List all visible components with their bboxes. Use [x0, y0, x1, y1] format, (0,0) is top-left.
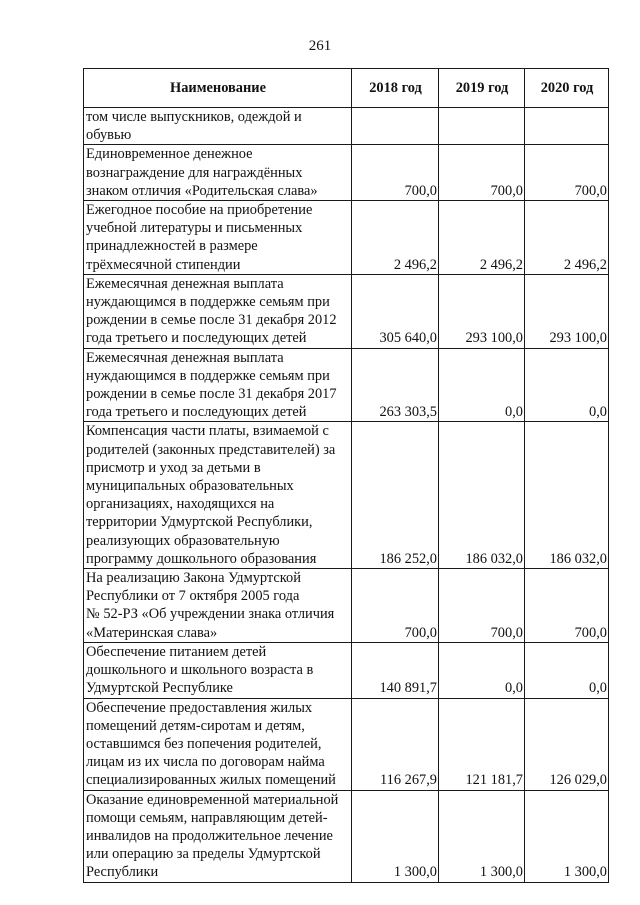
value-2018: 305 640,0 [352, 274, 439, 348]
table-row [84, 145, 609, 201]
table-header-row [84, 69, 609, 108]
row-name-line: знаком отличия «Родительская слава» [86, 182, 318, 199]
value-2019: 186 032,0 [439, 422, 525, 569]
row-name-line: реализующих образовательную [86, 532, 280, 549]
row-name-line: нуждающимся в поддержке семьям при [86, 294, 330, 311]
table-row [84, 642, 609, 698]
table-row [84, 422, 609, 569]
row-name-line: Удмуртской Республике [86, 680, 233, 697]
row-name-line: Обеспечение питанием детей [86, 643, 267, 660]
table-row [84, 790, 609, 882]
table-row [84, 274, 609, 348]
row-name-cell [84, 145, 352, 201]
row-name-line: Ежемесячная денежная выплата [86, 349, 284, 366]
row-name-line: трёхмесячной стипендии [86, 256, 241, 273]
value-2019: 700,0 [439, 569, 525, 643]
row-name-cell [84, 422, 352, 569]
row-name-line: рождении в семье после 31 декабря 2017 [86, 386, 337, 403]
row-name-line: Республики от 7 октября 2005 года [86, 588, 300, 605]
value-2020: 293 100,0 [525, 274, 609, 348]
header-2019: 2019 год [439, 69, 525, 108]
value-2020: 186 032,0 [525, 422, 609, 569]
page-number: 261 [308, 38, 332, 54]
value-2019: 0,0 [439, 642, 525, 698]
value-2020: 2 496,2 [525, 201, 609, 275]
row-name-line: принадлежностей в размере [86, 238, 258, 255]
row-name-cell [84, 348, 352, 422]
value-2018: 1 300,0 [352, 790, 439, 882]
value-2019: 293 100,0 [439, 274, 525, 348]
value-2018 [352, 108, 439, 145]
row-name-cell [84, 642, 352, 698]
row-name-line: родителей (законных представителей) за [86, 441, 336, 458]
row-name-cell [84, 274, 352, 348]
row-name-line: специализированных жилых помещений [86, 772, 336, 789]
row-name-line: Компенсация части платы, взимаемой с [86, 423, 329, 440]
value-2018: 263 303,5 [352, 348, 439, 422]
row-name-line: нуждающимся в поддержке семьям при [86, 367, 330, 384]
value-2020: 700,0 [525, 569, 609, 643]
table-row [84, 108, 609, 145]
value-2020: 0,0 [525, 348, 609, 422]
value-2019 [439, 108, 525, 145]
value-2019: 121 181,7 [439, 698, 525, 790]
value-2020 [525, 108, 609, 145]
row-name-line: «Материнская слава» [86, 624, 218, 641]
value-2018: 116 267,9 [352, 698, 439, 790]
value-2020: 700,0 [525, 145, 609, 201]
row-name-line: Оказание единовременной материальной [86, 791, 339, 808]
row-name-line: учебной литературы и письменных [86, 220, 303, 237]
row-name-cell [84, 569, 352, 643]
row-name-line: № 52-РЗ «Об учреждении знака отличия [86, 606, 335, 623]
header-name: Наименование [84, 69, 352, 108]
value-2018: 140 891,7 [352, 642, 439, 698]
row-name-line: На реализацию Закона Удмуртской [86, 570, 301, 587]
row-name-line: территории Удмуртской Республики, [86, 514, 313, 531]
row-name-line: Ежемесячная денежная выплата [86, 275, 284, 292]
row-name-line: или операцию за пределы Удмуртской [86, 846, 321, 863]
row-name-line: лицам из их числа по договорам найма [86, 754, 325, 771]
row-name-line: Единовременное денежное [86, 146, 253, 163]
header-2020: 2020 год [525, 69, 609, 108]
value-2020: 1 300,0 [525, 790, 609, 882]
row-name-line: помещений детям-сиротам и детям, [86, 717, 305, 734]
row-name-line: помощи семьям, направляющим детей- [86, 809, 328, 826]
table-row [84, 569, 609, 643]
table-row [84, 201, 609, 275]
row-name-cell [84, 790, 352, 882]
value-2018: 700,0 [352, 569, 439, 643]
value-2019: 0,0 [439, 348, 525, 422]
row-name-line: года третьего и последующих детей [86, 330, 307, 347]
value-2018: 700,0 [352, 145, 439, 201]
row-name-line: оставшимся без попечения родителей, [86, 735, 322, 752]
value-2018: 2 496,2 [352, 201, 439, 275]
table-row [84, 348, 609, 422]
header-2018: 2018 год [352, 69, 439, 108]
table-body [84, 108, 609, 883]
value-2018: 186 252,0 [352, 422, 439, 569]
row-name-line: том числе выпускников, одеждой и [86, 109, 302, 125]
row-name-line: года третьего и последующих детей [86, 404, 307, 421]
row-name-line: организациях, находящихся на [86, 496, 275, 513]
value-2019: 700,0 [439, 145, 525, 201]
value-2020: 0,0 [525, 642, 609, 698]
row-name-line: муниципальных образовательных [86, 478, 294, 495]
row-name-line: Ежегодное пособие на приобретение [86, 202, 313, 219]
row-name-line: инвалидов на продолжительное лечение [86, 827, 333, 844]
row-name-line: обувью [86, 127, 132, 144]
row-name-cell [84, 698, 352, 790]
value-2019: 1 300,0 [439, 790, 525, 882]
row-name-line: дошкольного и школьного возраста в [86, 662, 314, 679]
row-name-line: Республики [86, 864, 159, 881]
row-name-cell [84, 108, 352, 145]
budget-table [83, 68, 609, 883]
value-2020: 126 029,0 [525, 698, 609, 790]
table-row [84, 698, 609, 790]
row-name-line: Обеспечение предоставления жилых [86, 699, 313, 716]
row-name-line: присмотр и уход за детьми в [86, 459, 261, 476]
row-name-line: вознаграждение для награждённых [86, 164, 303, 181]
row-name-line: программу дошкольного образования [86, 550, 317, 567]
row-name-line: рождении в семье после 31 декабря 2012 [86, 312, 337, 329]
row-name-cell [84, 201, 352, 275]
value-2019: 2 496,2 [439, 201, 525, 275]
